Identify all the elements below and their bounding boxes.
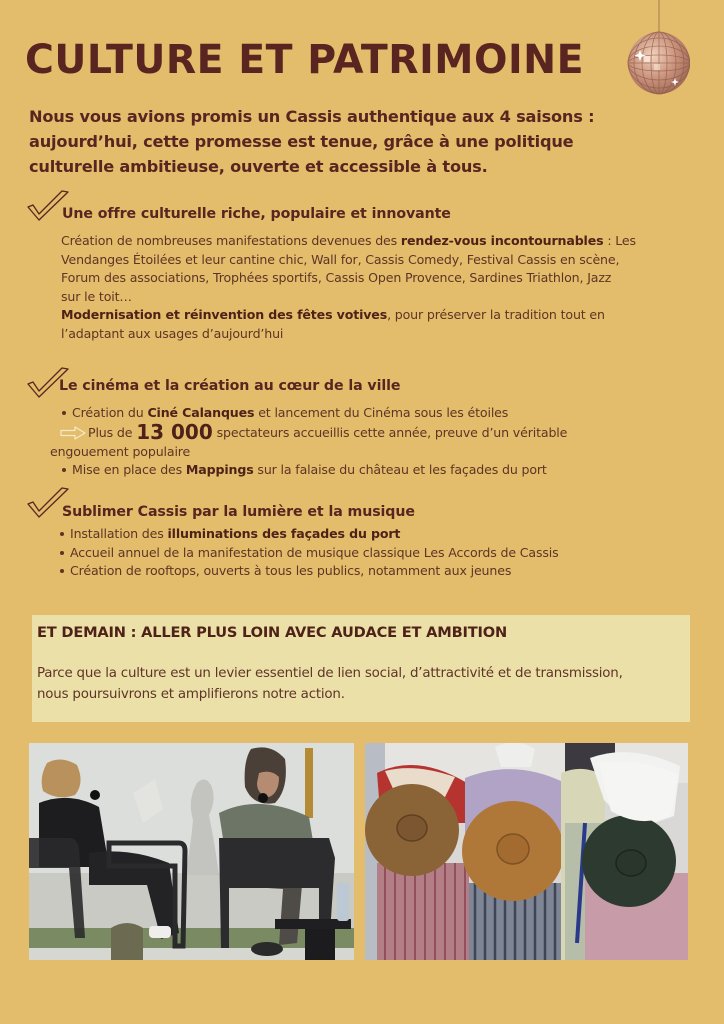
text: Parce que la culture est un levier essentiel de lien social, d’attractivité et de transmission, <box>37 666 623 681</box>
bullet-icon <box>60 551 64 555</box>
bold-text: Modernisation et réinvention des fêtes votives <box>61 307 388 322</box>
list-item <box>26 562 706 581</box>
spectator-count: 13 000 <box>136 419 213 444</box>
list-item <box>26 525 706 544</box>
text: Plus de <box>88 424 137 440</box>
text: : Les <box>603 233 636 248</box>
section-title: Le cinéma et la création au cœur de la ville <box>59 378 401 394</box>
text: engouement populaire <box>50 443 191 459</box>
text: Création de nombreuses manifestations devenues des <box>61 233 401 248</box>
bullet-icon <box>60 569 64 573</box>
bullet-icon <box>60 532 64 536</box>
section-paragraph <box>61 232 701 343</box>
bullet-list <box>26 525 706 581</box>
text: Vendanges Étoilées et leur cantine chic, Wall for, Cassis Comedy, Festival Cassis en scène, <box>61 251 620 267</box>
arrow-right-icon <box>60 426 86 440</box>
list-item <box>26 404 706 423</box>
text: et lancement du Cinéma sous les étoiles <box>254 405 509 420</box>
bullet-icon <box>62 468 66 472</box>
bold-text: Mappings <box>185 462 254 477</box>
section-title: Une offre culturelle riche, populaire et innovante <box>62 206 451 222</box>
page-title: CULTURE ET PATRIMOINE <box>25 37 585 83</box>
text: nous poursuivrons et amplifierons notre action. <box>37 687 345 702</box>
panel-title: ET DEMAIN : ALLER PLUS LOIN AVEC AUDACE ET AMBITION <box>37 624 507 641</box>
list-item <box>26 461 706 480</box>
bullet-list <box>26 404 706 480</box>
text: Installation des <box>70 526 168 541</box>
text: Accueil annuel de la manifestation de musique classique Les Accords de Cassis <box>70 544 559 560</box>
text: Forum des associations, Trophées sportifs, Cassis Open Provence, Sardines Triathlon, Jazz <box>61 270 612 285</box>
section-title: Sublimer Cassis par la lumière et la musique <box>62 504 415 520</box>
future-panel <box>32 615 690 722</box>
disco-ball-icon <box>624 0 690 100</box>
bold-text: rendez-vous incontournables <box>400 233 604 248</box>
text: , pour préserver la tradition tout en <box>387 307 605 322</box>
text: sur le toit… <box>61 288 132 304</box>
costumes-photo-image <box>365 743 688 960</box>
costumes-photo <box>365 743 688 960</box>
list-item <box>26 544 706 563</box>
list-item-stat <box>26 419 706 444</box>
bold-text: illuminations des façades du port <box>167 526 401 541</box>
panel-text <box>37 663 689 705</box>
text: Création du <box>72 405 148 420</box>
text: sur la falaise du château et les façades du port <box>253 462 547 477</box>
talk-photo-image <box>29 743 354 960</box>
text: Mise en place des <box>72 462 186 477</box>
bullet-icon <box>62 411 66 415</box>
text: spectateurs accueillis cette année, preuve d’un véritable <box>212 424 568 440</box>
text: Création de rooftops, ouverts à tous les publics, notamment aux jeunes <box>70 563 512 578</box>
talk-photo <box>29 743 354 960</box>
intro-text: Nous vous avions promis un Cassis authentique aux 4 saisons : aujourd’hui, cette promesse est tenue, grâce à une politique culturelle ambitieuse, ouverte et accessible à tous. <box>29 107 595 176</box>
text: l’adaptant aux usages d’aujourd’hui <box>61 325 284 341</box>
bold-text: Ciné Calanques <box>147 405 255 420</box>
